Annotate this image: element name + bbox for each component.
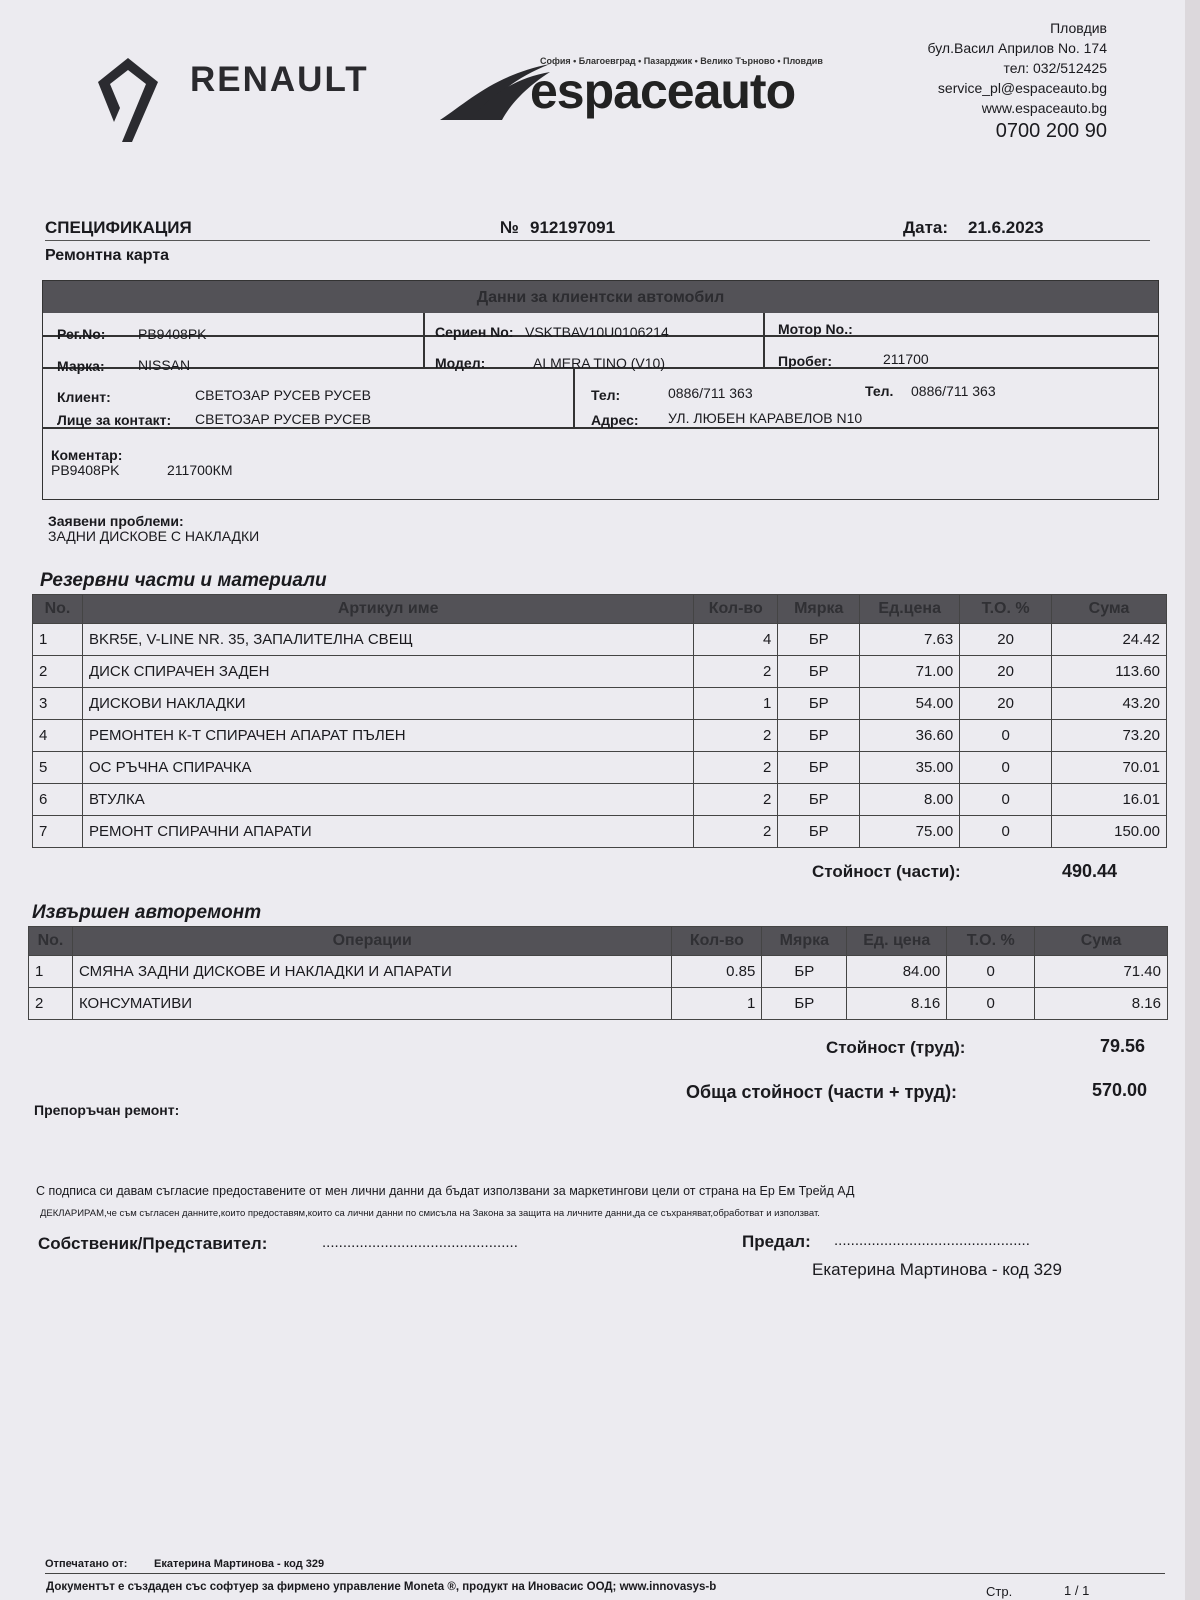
consent-line-1: С подписа си давам съгласие предоставените от мен лични данни да бъдат използвани за маркетингови цели от страна на Ер Ем Трейд АД [36, 1184, 855, 1198]
table-row [29, 956, 1168, 988]
dealer-wordmark: espaceauto [530, 63, 796, 119]
row-sum: 16.01 [1052, 784, 1167, 816]
col-qty: Кол-во [672, 927, 762, 956]
handed-signature-line: ............................................... [834, 1232, 1030, 1249]
labor-table [28, 926, 1168, 1020]
row-name: РЕМОНТЕН К-Т СПИРАЧЕН АПАРАТ ПЪЛЕН [82, 720, 693, 752]
reg-value: PB9408PK [138, 326, 207, 342]
serial-label: Сериен No: [435, 324, 514, 340]
row-no: 4 [33, 720, 83, 752]
model-value: ALMERA TINO (V10) [533, 355, 666, 371]
model-label: Модел: [435, 355, 486, 371]
document-subtitle: Ремонтна карта [45, 247, 170, 264]
row-name: РЕМОНТ СПИРАЧНИ АПАРАТИ [82, 816, 693, 848]
contact-email: service_pl@espaceauto.bg [937, 80, 1107, 96]
mileage-value: 211700 [883, 351, 929, 367]
row-name: СМЯНА ЗАДНИ ДИСКОВЕ И НАКЛАДКИ И АПАРАТИ [72, 956, 671, 988]
col-sum: Сума [1035, 927, 1168, 956]
col-discount: Т.О. % [960, 595, 1052, 624]
row-no: 1 [33, 624, 83, 656]
row-no: 6 [33, 784, 83, 816]
row-unit: БР [762, 988, 847, 1020]
contact-person-label: Лице за контакт: [57, 412, 172, 428]
row-discount: 20 [960, 688, 1052, 720]
contact-city: Пловдив [1050, 20, 1107, 36]
parts-total-label: Стойност (части): [812, 862, 961, 881]
row-discount: 20 [960, 624, 1052, 656]
printed-by-value: Екатерина Мартинова - код 329 [154, 1558, 325, 1570]
row-unit: БР [778, 784, 860, 816]
row-sum: 113.60 [1052, 656, 1167, 688]
phone2-label: Тел. [865, 383, 894, 399]
owner-signature-label: Собственик/Представител: [38, 1234, 268, 1253]
problems-label: Заявени проблеми: [48, 513, 184, 529]
row-name: ДИСК СПИРАЧЕН ЗАДЕН [82, 656, 693, 688]
row-qty: 1 [694, 688, 778, 720]
table-row [33, 624, 1167, 656]
parts-table [32, 594, 1167, 848]
problems-text: ЗАДНИ ДИСКОВЕ С НАКЛАДКИ [48, 528, 260, 544]
contact-phone: тел: 032/512425 [1003, 60, 1107, 76]
row-qty: 2 [694, 784, 778, 816]
col-sum: Сума [1052, 595, 1167, 624]
document-number: 912197091 [530, 218, 616, 237]
row-sum: 43.20 [1052, 688, 1167, 720]
row-discount: 0 [960, 720, 1052, 752]
software-note: Документът е създаден със софтуер за фирмено управление Moneta ®, продукт на Иновасис ООД; www.innovasys-b [46, 1581, 717, 1593]
row-qty: 2 [694, 816, 778, 848]
row-sum: 24.42 [1052, 624, 1167, 656]
row-discount: 20 [960, 656, 1052, 688]
row-sum: 8.16 [1035, 988, 1168, 1020]
page-number: 1 / 1 [1064, 1583, 1090, 1598]
row-unit: БР [778, 816, 860, 848]
handed-by-name: Екатерина Мартинова - код 329 [812, 1260, 1062, 1279]
make-label: Марка: [57, 358, 105, 374]
row-discount: 0 [960, 816, 1052, 848]
row-price: 8.00 [860, 784, 960, 816]
table-row [33, 720, 1167, 752]
document-title-row [45, 210, 1150, 241]
row-price: 75.00 [860, 816, 960, 848]
grand-total-label: Обща стойност (части + труд): [686, 1082, 958, 1102]
labor-section-title: Извършен авторемонт [32, 902, 262, 923]
phone-label: Тел: [591, 387, 621, 403]
reported-problems [48, 514, 259, 544]
table-row [33, 784, 1167, 816]
row-name: КОНСУМАТИВИ [72, 988, 671, 1020]
row-name: ВТУЛКА [82, 784, 693, 816]
renault-logo-icon [88, 52, 168, 148]
contact-address: бул.Васил Априлов No. 174 [927, 40, 1107, 56]
make-value: NISSAN [138, 357, 191, 373]
vehicle-data-box [42, 280, 1159, 500]
col-no: No. [29, 927, 73, 956]
col-unit: Мярка [778, 595, 860, 624]
labor-total-label: Стойност (труд): [826, 1038, 966, 1057]
col-no: No. [33, 595, 83, 624]
printed-by-label: Отпечатано от: [45, 1558, 128, 1570]
address-label: Адрес: [591, 412, 639, 428]
row-qty: 4 [694, 624, 778, 656]
row-price: 8.16 [847, 988, 947, 1020]
row-name: ОС РЪЧНА СПИРАЧКА [82, 752, 693, 784]
row-unit: БР [778, 720, 860, 752]
contact-person-value: СВЕТОЗАР РУСЕВ РУСЕВ [195, 411, 371, 427]
labor-total-value: 79.56 [1100, 1036, 1146, 1056]
row-price: 35.00 [860, 752, 960, 784]
parts-section-title: Резервни части и материали [40, 570, 327, 591]
renault-wordmark: RENAULT [190, 60, 369, 99]
row-discount: 0 [960, 784, 1052, 816]
row-unit: БР [778, 752, 860, 784]
col-price: Ед.цена [860, 595, 960, 624]
contact-hotline: 0700 200 90 [995, 120, 1107, 142]
row-name: ДИСКОВИ НАКЛАДКИ [82, 688, 693, 720]
row-qty: 1 [672, 988, 762, 1020]
col-article: Артикул име [82, 595, 693, 624]
row-no: 7 [33, 816, 83, 848]
reg-label: Рег.No: [57, 326, 106, 342]
recommended-repair-label: Препоръчан ремонт: [34, 1102, 180, 1118]
comment-reg: PB9408PK [51, 462, 120, 478]
comment-km: 211700КМ [167, 462, 233, 478]
serial-value: VSKTBAV10U0106214 [525, 324, 669, 340]
client-label: Клиент: [57, 389, 111, 405]
grand-total-value: 570.00 [1092, 1080, 1148, 1100]
row-qty: 0.85 [672, 956, 762, 988]
phone-value: 0886/711 363 [668, 385, 753, 401]
document-title: СПЕЦИФИКАЦИЯ [45, 218, 192, 237]
row-no: 2 [29, 988, 73, 1020]
row-price: 36.60 [860, 720, 960, 752]
row-price: 7.63 [860, 624, 960, 656]
row-sum: 73.20 [1052, 720, 1167, 752]
row-no: 1 [29, 956, 73, 988]
row-price: 71.00 [860, 656, 960, 688]
row-unit: БР [778, 624, 860, 656]
col-qty: Кол-во [694, 595, 778, 624]
row-discount: 0 [947, 988, 1035, 1020]
consent-line-2: ДЕКЛАРИРАМ,че съм съгласен данните,които предоставям,които са лични данни по смисъла на Закона за защита на личните данни,да се съхраняват,обработват и използват. [40, 1208, 820, 1219]
row-discount: 0 [960, 752, 1052, 784]
row-qty: 2 [694, 656, 778, 688]
col-price: Ед. цена [847, 927, 947, 956]
row-price: 54.00 [860, 688, 960, 720]
row-no: 2 [33, 656, 83, 688]
row-unit: БР [778, 656, 860, 688]
page-label: Стр. [986, 1584, 1013, 1599]
table-row [29, 988, 1168, 1020]
mileage-label: Пробег: [778, 353, 833, 369]
col-unit: Мярка [762, 927, 847, 956]
document-number-label: № [500, 218, 519, 237]
phone2-value: 0886/711 363 [911, 383, 996, 399]
row-no: 3 [33, 688, 83, 720]
handed-signature-label: Предал: [742, 1232, 811, 1251]
parts-total-value: 490.44 [1062, 861, 1118, 881]
dealer-cities: София • Благоевград • Пазарджик • Велико Търново • Пловдив [540, 56, 823, 66]
contact-website: www.espaceauto.bg [981, 100, 1107, 116]
address-value: УЛ. ЛЮБЕН КАРАВЕЛОВ N10 [668, 410, 863, 426]
row-name: BKR5E, V-LINE NR. 35, ЗАПАЛИТЕЛНА СВЕЩ [82, 624, 693, 656]
col-operations: Операции [72, 927, 671, 956]
row-sum: 71.40 [1035, 956, 1168, 988]
row-unit: БР [762, 956, 847, 988]
col-discount: Т.О. % [947, 927, 1035, 956]
row-qty: 2 [694, 752, 778, 784]
row-discount: 0 [947, 956, 1035, 988]
vehicle-section-title: Данни за клиентски автомобил [43, 281, 1158, 313]
labor-header-row [29, 927, 1168, 956]
comment-label: Коментар: [51, 447, 123, 463]
row-qty: 2 [694, 720, 778, 752]
row-price: 84.00 [847, 956, 947, 988]
document-date: 21.6.2023 [968, 218, 1044, 237]
row-sum: 150.00 [1052, 816, 1167, 848]
table-row [33, 752, 1167, 784]
dealer-contact [928, 18, 1107, 144]
client-value: СВЕТОЗАР РУСЕВ РУСЕВ [195, 387, 371, 403]
footer-divider [45, 1573, 1165, 1574]
parts-header-row [33, 595, 1167, 624]
row-unit: БР [778, 688, 860, 720]
document-date-label: Дата: [903, 218, 949, 237]
row-sum: 70.01 [1052, 752, 1167, 784]
table-row [33, 688, 1167, 720]
engine-label: Мотор No.: [778, 321, 853, 337]
owner-signature-line: ............................................... [322, 1234, 518, 1251]
table-row [33, 816, 1167, 848]
table-row [33, 656, 1167, 688]
row-no: 5 [33, 752, 83, 784]
